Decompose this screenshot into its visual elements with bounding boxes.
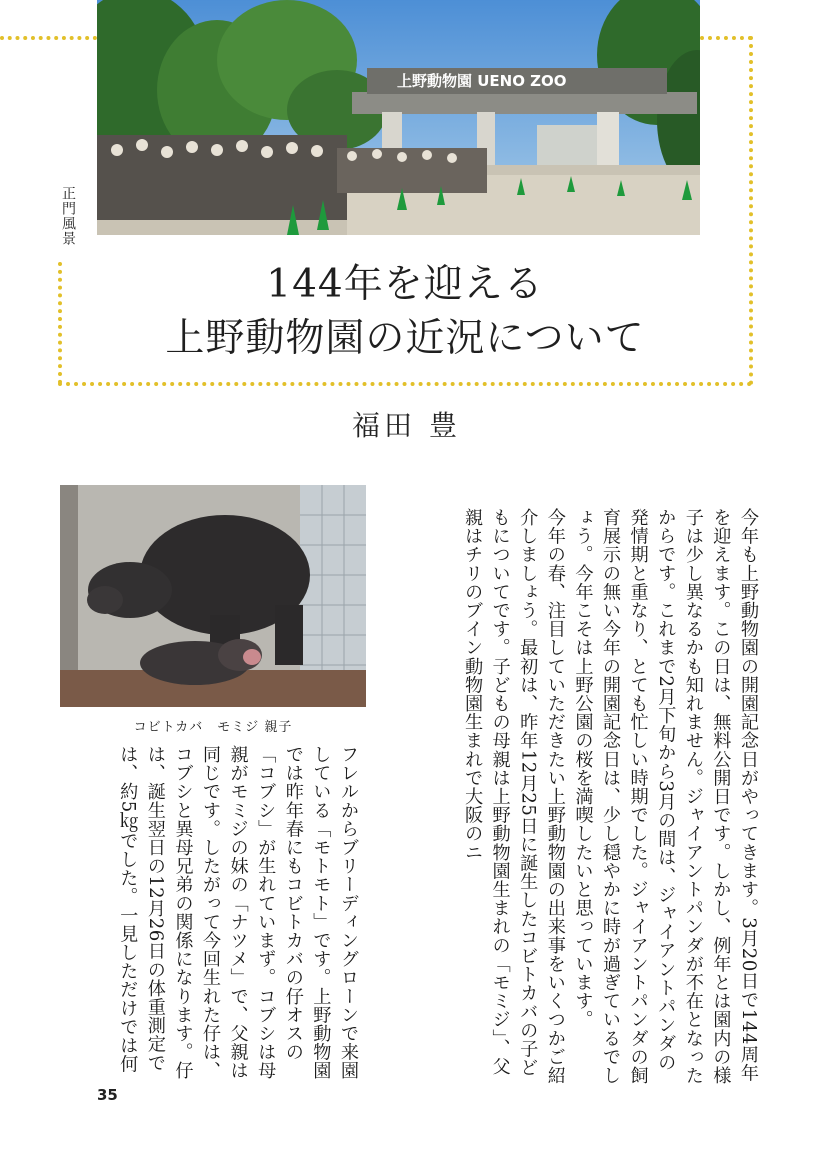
zoo-gate-sign: 上野動物園 UENO ZOO [397, 72, 567, 90]
article-title [60, 258, 750, 366]
paragraph: 今年の春、注目していただきたい上野動物園の出来事をいくつかご紹介しましょう。最初は、昨年12月25日に誕生したコビトカバの子どもについてです。子どもの母親は上野動物園生まれの「モミジ」、父親はチリのブイン動物園生まれで大阪のニ [462, 508, 566, 1085]
frame-top-left [0, 36, 97, 40]
title-line-1: 144年を迎える [266, 262, 544, 307]
photo-caption: コビトカバ モミジ 親子 [133, 720, 293, 735]
pygmy-hippo-photo [60, 485, 366, 707]
frame-top-right [700, 36, 752, 40]
author-name: 福田 豊 [352, 409, 461, 442]
body-text-upper [430, 508, 762, 1086]
body-text-lower [60, 745, 362, 1086]
section-label: 正門風景 [60, 186, 76, 246]
zoo-gate-photo [97, 0, 700, 235]
paragraph: 今年も上野動物園の開園記念日がやってきます。3月20日で144周年を迎えます。この日は、無料公開日です。しかし、例年とは園内の様子は少し異なるかも知れません。ジャイアントパンダが不在となったからです。これまで2月下旬から3月の間は、ジャイアントパンダの発情期と重なり、とても忙しい時期でした。ジャイアントパンダの飼育展示の無い今年の開園記念日は、少し穏やかに時が過ぎているでしょう。今年こそは上野公園の桜を満喫したいと思っています。 [572, 508, 759, 1085]
page-number: 35 [97, 1086, 118, 1104]
paragraph: フレルからブリーディングローンで来園している「モトモト」です。上野動物園では昨年春にもコビトカバの仔オスの「コブシ」が生れていまず。コブシは母親がモミジの妹の「ナツメ」で、父親は同じです。したがって今回生れた仔は、コブシと異母兄弟の関係になります。仔は、誕生翌日の12月26日の体重測定では、約5㎏でした。一見しただけでは何 [117, 745, 359, 1080]
frame-bottom [58, 382, 752, 386]
title-line-2: 上野動物園の近況について [165, 316, 645, 361]
